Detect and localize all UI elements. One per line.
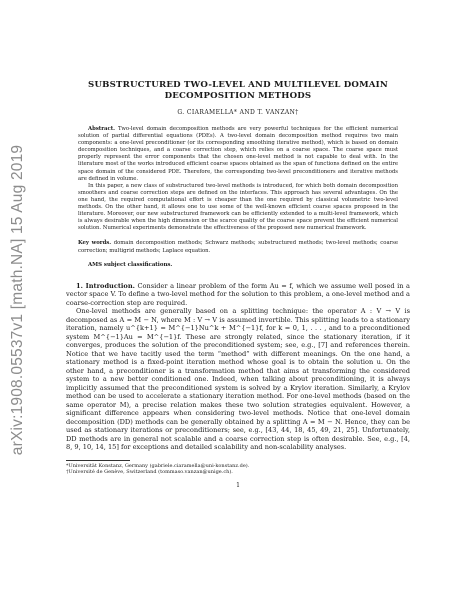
section-heading: 1. Introduction. <box>76 281 135 290</box>
intro-paragraph-1: Consider a linear problem of the form Au = f, which we assume well posed in a vector space V. To define a two-level method for the solution to this problem, a one-level method and a coarse-correction step are required. <box>66 281 410 307</box>
arxiv-id: arXiv:1908.05537v1 [math.NA] 15 Aug 2019 <box>9 144 26 456</box>
footnote-2: †Université de Genève, Switzerland (tommaso.vanzan@unige.ch). <box>66 469 233 476</box>
arxiv-sidebar-stamp <box>6 144 30 456</box>
abstract-paragraph-1: Two-level domain decomposition methods are very powerful techniques for the efficient numerical solution of partial differential equations (PDEs). A two-level domain decomposition method requires two main components: a one-level preconditioner (or its corresponding smoothing iterative method), which is based on domain decomposition techniques, and a coarse correction step, which relies on a coarse space. The coarse space must properly represent the error components that the chosen one-level method is not capable to deal with. In the literature most of the works introduced efficient coarse spaces obtained as the span of functions defined on the entire space domain of the considered PDE. Therefore, the corresponding two-level preconditioners and iterative methods are defined in volume. <box>78 126 398 182</box>
page-number: 1 <box>236 481 240 489</box>
paper-title <box>66 80 410 102</box>
abstract <box>78 126 398 232</box>
authors: G. CIARAMELLA* AND T. VANZAN† <box>177 109 299 116</box>
keywords <box>78 240 398 254</box>
ams-classifications: AMS subject classifications. <box>88 261 173 268</box>
title-line-1: SUBSTRUCTURED TWO-LEVEL AND MULTILEVEL DOMAIN <box>88 80 388 90</box>
abstract-heading: Abstract. <box>88 126 115 132</box>
footnote-rule <box>66 460 130 461</box>
title-line-2: DECOMPOSITION METHODS <box>164 91 312 101</box>
abstract-paragraph-2: In this paper, a new class of substructured two-level methods is introduced, for which both domain decomposition smoothers and coarse correction steps are defined on the interfaces. This approach has several advantages. On the one hand, the required computational effort is cheaper than the one required by classical volumetric two-level methods. On the other hand, it allows one to use some of the well-known efficient coarse spaces proposed in the literature. Moreover, our new substructured framework can be efficiently extended to a multi-level framework, which is always desirable when the high dimension or the scarce quality of the coarse space prevent the efficient numerical solution. Numerical experiments demonstrate the effectiveness of the proposed new numerical framework. <box>78 182 398 232</box>
keywords-text: domain decomposition methods; Schwarz methods; substructured methods; two-level methods; coarse correction; multigrid methods; Laplace equation. <box>78 240 398 254</box>
paper-page <box>66 80 410 489</box>
footnotes <box>66 463 410 476</box>
introduction-section <box>66 282 410 452</box>
intro-paragraph-2: One-level methods are generally based on a splitting technique: the operator A : V → V is decomposed as A = M − N, where M : V → V is assumed invertible. This splitting leads to a stationary iteration, namely u^{k+1} = M^{−1}Nu^k + M^{−1}f, for k = 0, 1, . . . , and to a preconditioned system M^{−1}Au = M^{−1}f. These are strongly related, since the stationary iteration, if it converges, produces the solution of the preconditioned system; see, e.g., [7] and references therein. Notice that we have tacitly used the term “method” with different meanings. On the one hand, a stationary method is a fixed-point iteration method whose goal is to obtain the solution u. On the other hand, a preconditioner is a transformation method that aims at transforming the considered system to a new better conditioned one. Indeed, when talking about preconditioning, it is always implicitly assumed that the preconditioned system is solved by a Krylov iteration. Similarly, a Krylov method can be used to accelerate a stationary iteration method. For one-level methods (based on the same operator M), a precise relation makes these two solution strategies equivalent. However, a significant difference appears when considering two-level methods. Notice that one-level domain decomposition (DD) methods can be generally obtained by a splitting A = M − N. Hence, they can be used as stationary iterations or preconditioners; see, e.g., [43, 44, 18, 45, 49, 21, 25]. Unfortunately, DD methods are in general not scalable and a coarse correction step is often desirable. See, e.g., [4, 8, 9, 10, 14, 15] for exceptions and detailed scalability and non-scalability analyses. <box>66 307 410 452</box>
keywords-heading: Key words. <box>78 240 112 247</box>
footnote-1: *Universität Konstanz, Germany (gabriele.ciaramella@uni-konstanz.de). <box>66 462 250 469</box>
